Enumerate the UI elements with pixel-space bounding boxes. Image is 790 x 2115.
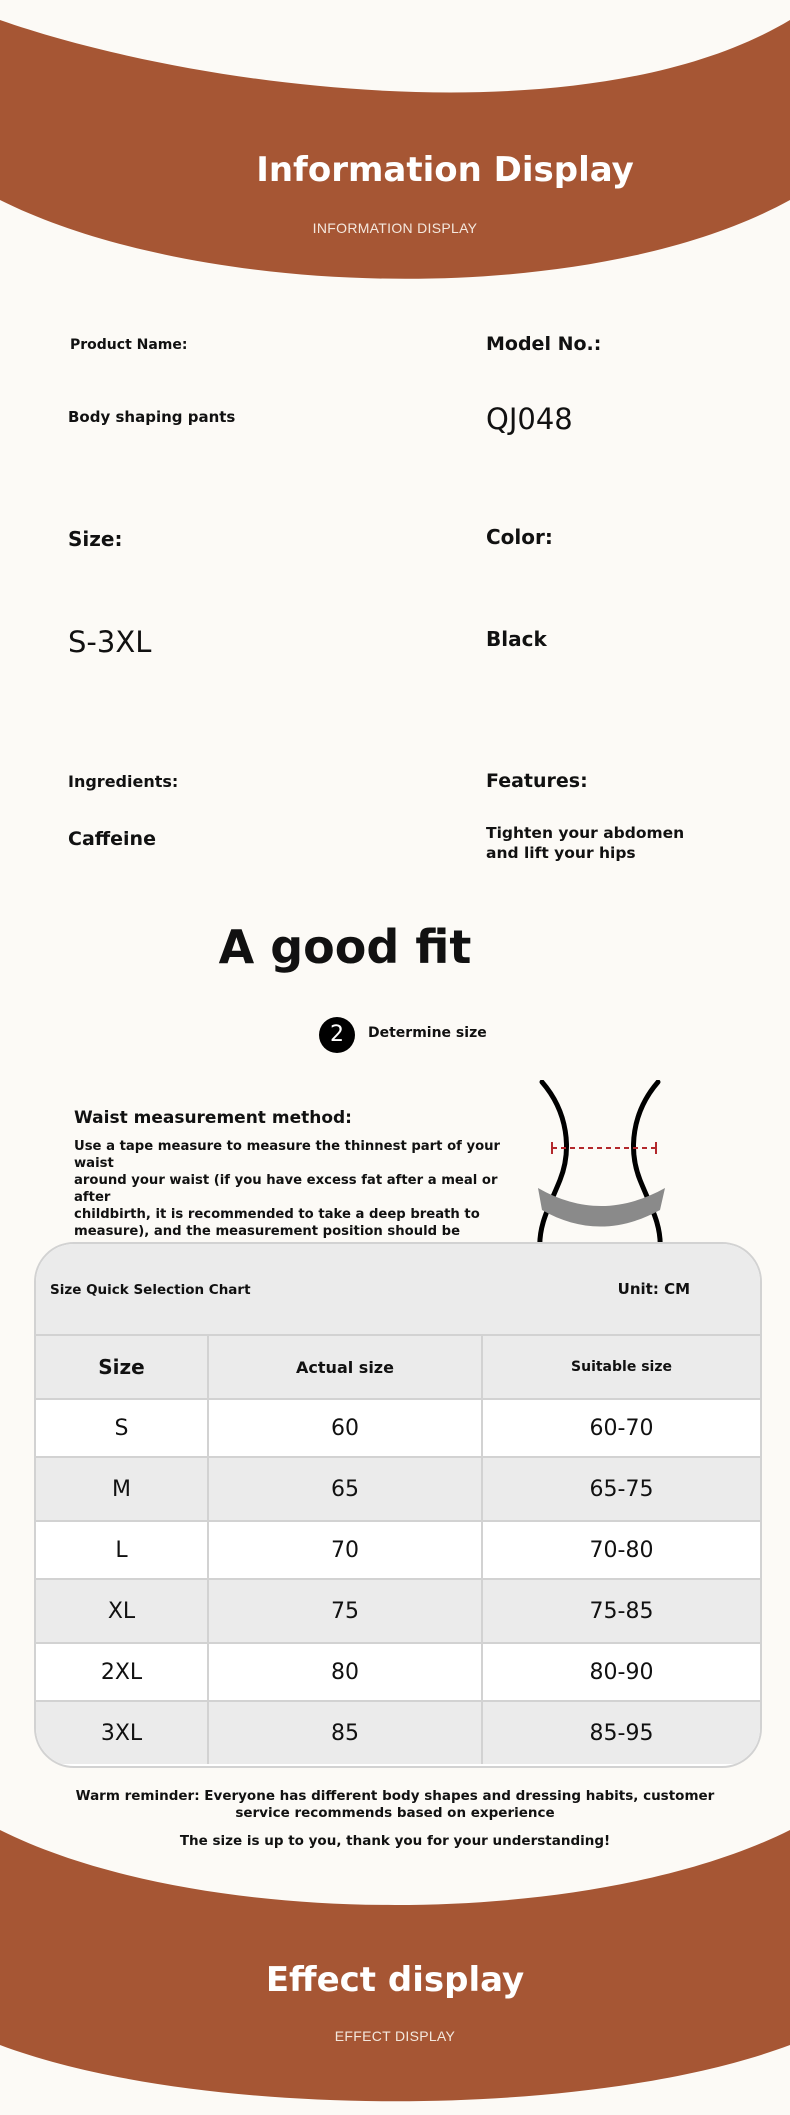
column-header-size: Size — [36, 1336, 209, 1398]
size-value: S-3XL — [68, 625, 152, 659]
features-label: Features: — [486, 770, 588, 792]
size-label: Size: — [68, 527, 123, 551]
table-row — [36, 1580, 760, 1644]
product-name-value: Body shaping pants — [68, 408, 236, 426]
size-cell: S — [36, 1400, 209, 1456]
header-title: Information Display — [256, 150, 634, 190]
column-header-suitable: Suitable size — [571, 1359, 672, 1375]
features-line: and lift your hips — [486, 844, 636, 862]
size-cell: L — [36, 1522, 209, 1578]
size-chart-caption: Size Quick Selection Chart — [50, 1282, 251, 1298]
size-chart-table — [34, 1242, 762, 1768]
color-label: Color: — [486, 525, 553, 549]
step-number-badge: 2 — [319, 1017, 355, 1053]
product-name-label: Product Name: — [70, 337, 188, 353]
measurement-description — [74, 1138, 514, 1257]
measurement-line: measure), and the measurement position should be — [74, 1224, 461, 1239]
actual-size-cell: 80 — [209, 1644, 483, 1700]
table-row — [36, 1400, 760, 1458]
ingredients-label: Ingredients: — [68, 772, 179, 791]
actual-size-cell: 70 — [209, 1522, 483, 1578]
reminder-text — [0, 1788, 790, 1822]
suitable-size-cell: 75-85 — [589, 1598, 654, 1624]
waist-figure-illustration — [520, 1080, 680, 1255]
size-cell: 2XL — [36, 1644, 209, 1700]
suitable-size-cell: 85-95 — [589, 1720, 654, 1746]
table-row — [36, 1702, 760, 1764]
reminder-closing: The size is up to you, thank you for your understanding! — [179, 1833, 611, 1849]
size-chart-header — [36, 1244, 760, 1336]
model-value: QJ048 — [486, 402, 573, 436]
header-subtitle: INFORMATION DISPLAY — [312, 220, 478, 236]
reminder-line: Warm reminder: Everyone has different body shapes and dressing habits, customer — [75, 1788, 715, 1804]
ingredients-value: Caffeine — [68, 828, 156, 850]
suitable-size-cell: 80-90 — [589, 1659, 654, 1685]
footer-title: Effect display — [265, 1960, 525, 2000]
actual-size-cell: 85 — [209, 1702, 483, 1764]
suitable-size-cell: 65-75 — [589, 1476, 654, 1502]
suitable-size-cell: 60-70 — [589, 1415, 654, 1441]
measurement-line: childbirth, it is recommended to take a deep breath to — [74, 1207, 480, 1222]
column-header-actual: Actual size — [209, 1336, 483, 1398]
size-cell: 3XL — [36, 1702, 209, 1764]
footer-subtitle: EFFECT DISPLAY — [334, 2028, 456, 2044]
header-band — [0, 0, 790, 290]
fit-title: A good fit — [218, 920, 472, 974]
actual-size-cell: 65 — [209, 1458, 483, 1520]
size-cell: M — [36, 1458, 209, 1520]
model-label: Model No.: — [486, 333, 602, 355]
features-line: Tighten your abdomen — [486, 824, 685, 842]
header-band-shape — [0, 0, 790, 290]
reminder-line: service recommends based on experience — [235, 1805, 555, 1821]
waist-diagram-icon — [520, 1080, 680, 1250]
actual-size-cell: 60 — [209, 1400, 483, 1456]
table-header-row — [36, 1336, 760, 1400]
features-value — [486, 823, 684, 863]
table-row — [36, 1644, 760, 1702]
size-chart-unit: Unit: CM — [617, 1280, 690, 1298]
step-label: Determine size — [368, 1025, 487, 1041]
table-row — [36, 1458, 760, 1522]
measurement-line: Use a tape measure to measure the thinnest part of your waist — [74, 1139, 501, 1171]
actual-size-cell: 75 — [209, 1580, 483, 1642]
table-row — [36, 1522, 760, 1580]
measurement-line: around your waist (if you have excess fat after a meal or after — [74, 1173, 498, 1205]
size-cell: XL — [36, 1580, 209, 1642]
suitable-size-cell: 70-80 — [589, 1537, 654, 1563]
color-value: Black — [486, 627, 547, 651]
measurement-title: Waist measurement method: — [74, 1108, 352, 1128]
